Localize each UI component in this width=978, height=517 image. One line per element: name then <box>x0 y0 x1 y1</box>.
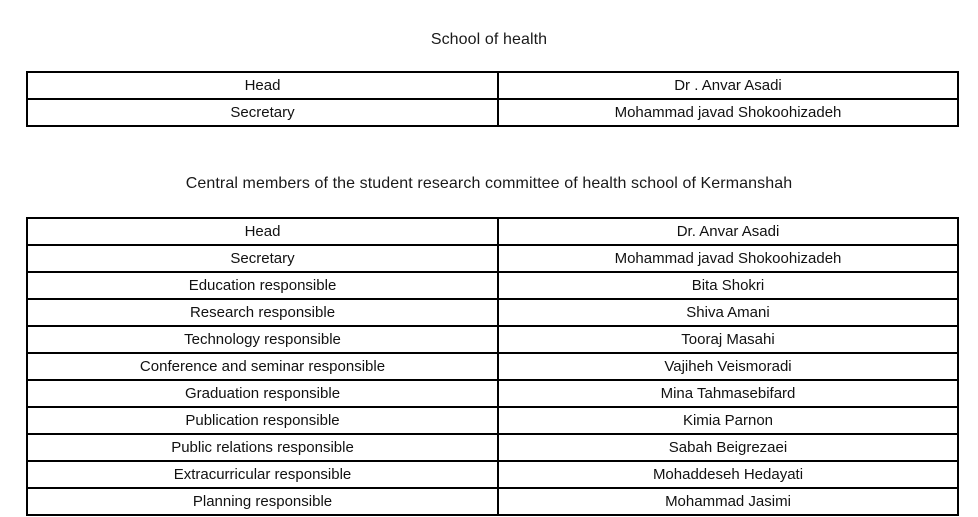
cell-role: Secretary <box>27 99 498 126</box>
cell-person: Shiva Amani <box>498 299 958 326</box>
cell-role: Secretary <box>27 245 498 272</box>
table-school-of-health-body <box>27 72 958 126</box>
cell-person: Mina Tahmasebifard <box>498 380 958 407</box>
cell-role: Head <box>27 218 498 245</box>
table-row <box>27 245 958 272</box>
table-row <box>27 461 958 488</box>
cell-role: Planning responsible <box>27 488 498 515</box>
table-row <box>27 218 958 245</box>
cell-role: Publication responsible <box>27 407 498 434</box>
table-row <box>27 380 958 407</box>
cell-role: Extracurricular responsible <box>27 461 498 488</box>
table-central-members <box>26 217 959 516</box>
cell-role: Head <box>27 72 498 99</box>
table-row <box>27 488 958 515</box>
cell-person: Mohaddeseh Hedayati <box>498 461 958 488</box>
cell-role: Conference and seminar responsible <box>27 353 498 380</box>
cell-role: Graduation responsible <box>27 380 498 407</box>
cell-person: Mohammad javad Shokoohizadeh <box>498 99 958 126</box>
table-row <box>27 326 958 353</box>
table-row <box>27 353 958 380</box>
table-row <box>27 407 958 434</box>
section-title-school-of-health: School of health <box>430 31 548 48</box>
cell-person: Mohammad Jasimi <box>498 488 958 515</box>
cell-role: Education responsible <box>27 272 498 299</box>
cell-person: Mohammad javad Shokoohizadeh <box>498 245 958 272</box>
cell-person: Vajiheh Veismoradi <box>498 353 958 380</box>
cell-person: Bita Shokri <box>498 272 958 299</box>
cell-person: Sabah Beigrezaei <box>498 434 958 461</box>
table-row <box>27 299 958 326</box>
cell-person: Kimia Parnon <box>498 407 958 434</box>
table-central-members-body <box>27 218 958 515</box>
cell-role: Research responsible <box>27 299 498 326</box>
table-row <box>27 272 958 299</box>
table-row <box>27 99 958 126</box>
cell-person: Dr . Anvar Asadi <box>498 72 958 99</box>
table-row <box>27 434 958 461</box>
table-school-of-health <box>26 71 959 127</box>
cell-role: Public relations responsible <box>27 434 498 461</box>
cell-person: Tooraj Masahi <box>498 326 958 353</box>
table-row <box>27 72 958 99</box>
cell-person: Dr. Anvar Asadi <box>498 218 958 245</box>
cell-role: Technology responsible <box>27 326 498 353</box>
section-title-central-members: Central members of the student research committee of health school of Kermanshah <box>185 175 793 192</box>
